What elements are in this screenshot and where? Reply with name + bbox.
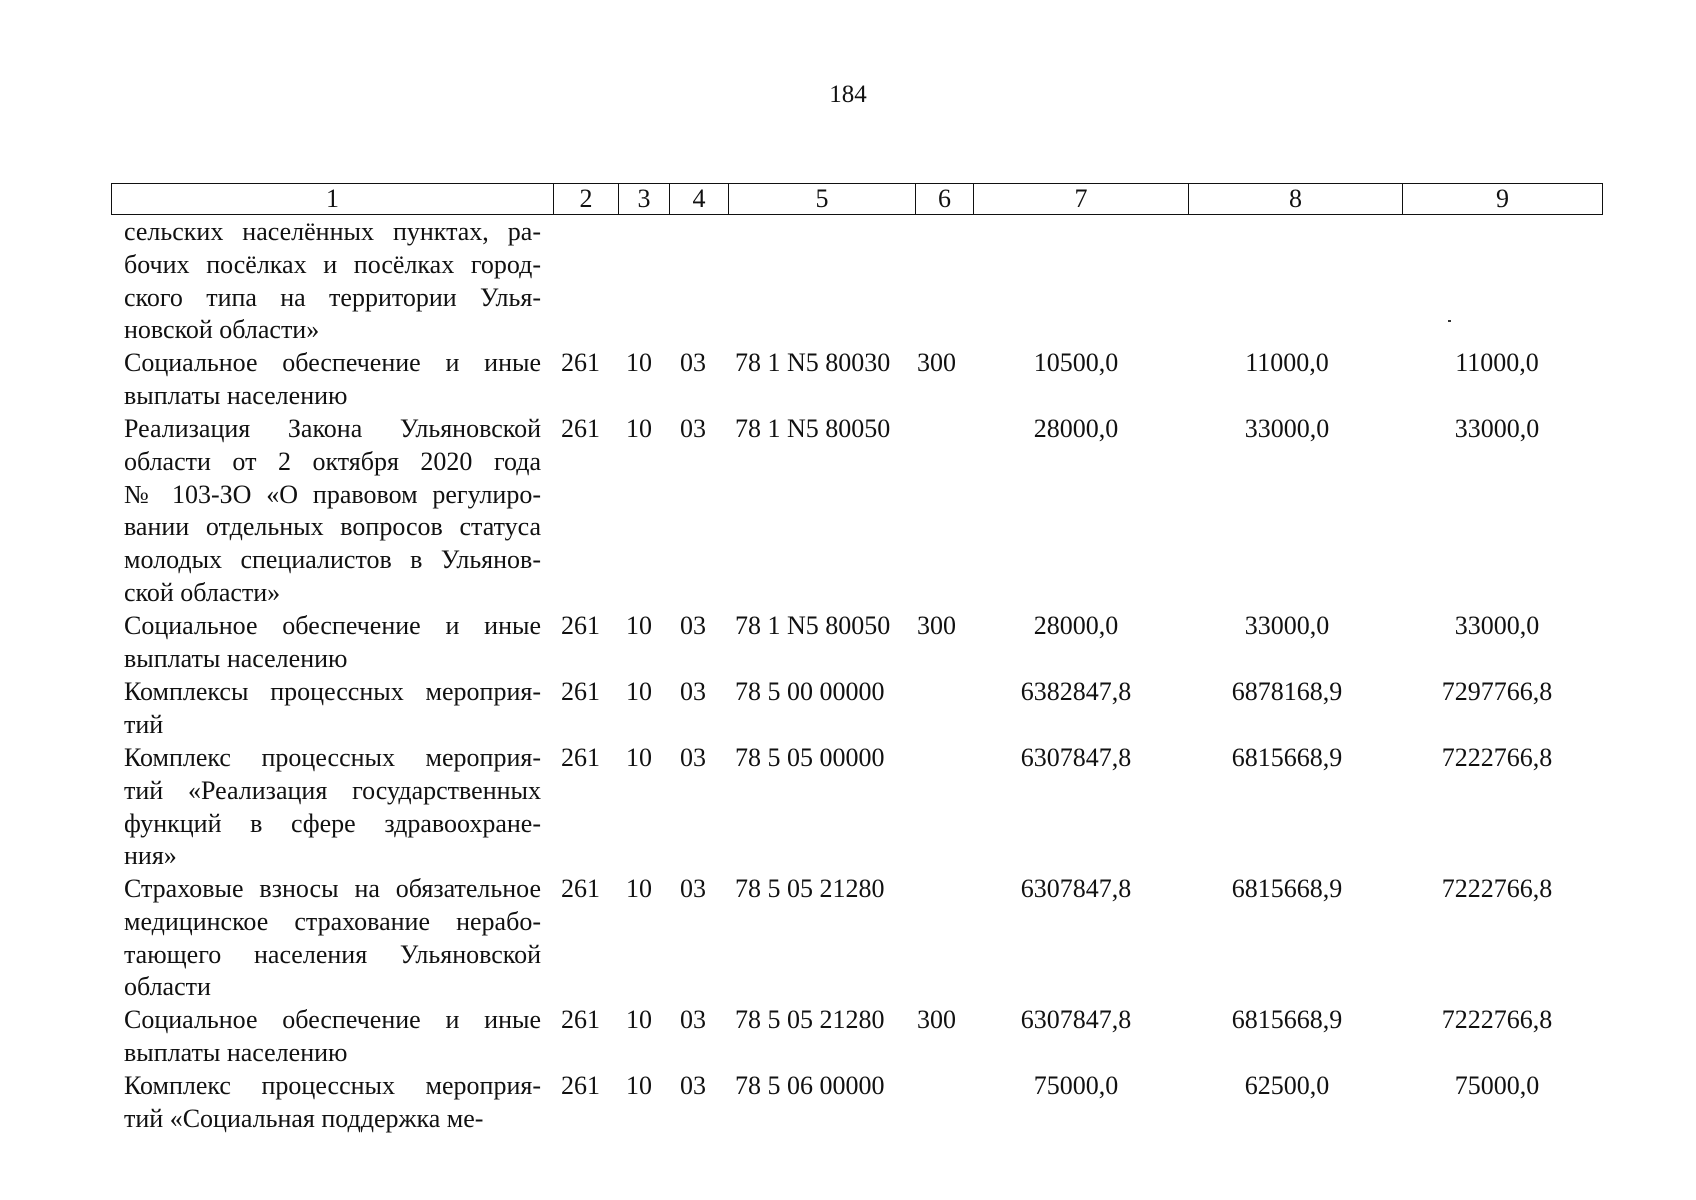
header-col-3: 3 [619, 184, 670, 215]
description-line: области от 2 октября 2020 года [124, 446, 541, 476]
description-line: выплаты населению [124, 380, 348, 410]
cell-c4: 03 [680, 743, 706, 772]
cell-c9: 11000,0 [1455, 348, 1539, 377]
description-line: тий «Социальная поддержка ме- [124, 1103, 484, 1133]
row-description [124, 676, 541, 742]
cell-c9: 7222766,8 [1441, 743, 1553, 772]
description-line: ния» [124, 841, 177, 871]
cell-c5: 78 1 N5 80050 [735, 611, 891, 640]
cell-c3: 10 [626, 611, 652, 640]
description-line: ской области» [124, 577, 281, 607]
description-line: Комплекс процессных мероприя- [124, 743, 541, 772]
cell-c2: 261 [561, 348, 600, 377]
header-col-5: 5 [729, 184, 916, 215]
cell-c6: 300 [917, 1005, 956, 1034]
cell-c2: 261 [561, 743, 600, 772]
cell-c8: 6815668,9 [1231, 874, 1343, 903]
cell-c2: 261 [561, 611, 600, 640]
cell-c4: 03 [680, 1005, 706, 1034]
cell-c3: 10 [626, 743, 652, 772]
cell-c4: 03 [680, 414, 706, 443]
cell-c8: 11000,0 [1245, 348, 1329, 377]
cell-c3: 10 [626, 348, 652, 377]
cell-c5: 78 5 05 21280 [735, 1005, 885, 1034]
row-description [124, 347, 541, 413]
cell-c8: 62500,0 [1244, 1071, 1330, 1100]
cell-c2: 261 [561, 414, 600, 443]
cell-c4: 03 [680, 874, 706, 903]
description-line: Страховые взносы на обязательное [124, 874, 541, 903]
cell-c2: 261 [561, 1005, 600, 1034]
cell-c4: 03 [680, 348, 706, 377]
cell-c5: 78 1 N5 80050 [735, 414, 891, 443]
description-line: медицинское страхование нерабо- [124, 906, 541, 936]
cell-c7: 6307847,8 [1020, 743, 1132, 772]
description-line: функций в сфере здравоохране- [124, 808, 541, 838]
cell-c2: 261 [561, 874, 600, 903]
row-description [124, 413, 541, 610]
header-col-4: 4 [670, 184, 729, 215]
row-description [124, 1004, 541, 1070]
cell-c4: 03 [680, 611, 706, 640]
cell-c7: 28000,0 [1033, 414, 1119, 443]
scan-speck [1448, 320, 1451, 322]
cell-c5: 78 5 00 00000 [735, 677, 885, 706]
cell-c4: 03 [680, 1071, 706, 1100]
cell-c3: 10 [626, 1005, 652, 1034]
description-line: бочих посёлках и посёлках город- [124, 249, 541, 279]
cell-c3: 10 [626, 1071, 652, 1100]
cell-c7: 75000,0 [1033, 1071, 1119, 1100]
cell-c8: 6878168,9 [1231, 677, 1343, 706]
cell-c7: 28000,0 [1033, 611, 1119, 640]
row-description [124, 742, 541, 873]
header-col-8: 8 [1189, 184, 1403, 215]
row-description [124, 1070, 541, 1136]
cell-c5: 78 5 06 00000 [735, 1071, 885, 1100]
cell-c2: 261 [561, 1071, 600, 1100]
cell-c8: 6815668,9 [1231, 743, 1343, 772]
description-line: выплаты населению [124, 643, 348, 673]
page-number: 184 [829, 81, 867, 108]
cell-c7: 6382847,8 [1020, 677, 1132, 706]
description-line: Социальное обеспечение и иные [124, 348, 541, 377]
description-line: № 103-ЗО «О правовом регулиро- [124, 479, 541, 509]
description-line: вании отдельных вопросов статуса [124, 512, 541, 542]
cell-c3: 10 [626, 874, 652, 903]
header-col-9: 9 [1403, 184, 1603, 215]
cell-c8: 6815668,9 [1231, 1005, 1343, 1034]
cell-c9: 33000,0 [1454, 414, 1540, 443]
description-line: тий «Реализация государственных [124, 775, 541, 805]
row-description [124, 216, 541, 347]
cell-c7: 6307847,8 [1020, 874, 1132, 903]
cell-c3: 10 [626, 414, 652, 443]
cell-c9: 7222766,8 [1441, 874, 1553, 903]
description-line: тий [124, 709, 164, 739]
cell-c6: 300 [917, 611, 956, 640]
cell-c8: 33000,0 [1244, 611, 1330, 640]
cell-c7: 10500,0 [1033, 348, 1119, 377]
cell-c5: 78 5 05 21280 [735, 874, 885, 903]
description-line: ского типа на территории Улья- [124, 282, 541, 312]
cell-c4: 03 [680, 677, 706, 706]
cell-c9: 33000,0 [1454, 611, 1540, 640]
cell-c5: 78 1 N5 80030 [735, 348, 891, 377]
header-col-2: 2 [554, 184, 619, 215]
table-header [111, 183, 1603, 215]
cell-c8: 33000,0 [1244, 414, 1330, 443]
cell-c9: 7297766,8 [1441, 677, 1553, 706]
header-col-1: 1 [112, 184, 554, 215]
header-col-7: 7 [974, 184, 1189, 215]
row-description [124, 610, 541, 676]
cell-c2: 261 [561, 677, 600, 706]
description-line: новской области» [124, 315, 320, 345]
description-line: Комплексы процессных мероприя- [124, 677, 541, 706]
cell-c5: 78 5 05 00000 [735, 743, 885, 772]
cell-c9: 7222766,8 [1441, 1005, 1553, 1034]
cell-c7: 6307847,8 [1020, 1005, 1132, 1034]
cell-c9: 75000,0 [1454, 1071, 1540, 1100]
cell-c3: 10 [626, 677, 652, 706]
description-line: тающего населения Ульяновской [124, 939, 541, 969]
description-line: Реализация Закона Ульяновской [124, 414, 541, 443]
description-line: выплаты населению [124, 1037, 348, 1067]
description-line: сельских населённых пунктах, ра- [124, 217, 541, 246]
description-line: молодых специалистов в Ульянов- [124, 545, 541, 575]
description-line: Социальное обеспечение и иные [124, 611, 541, 640]
description-line: Комплекс процессных мероприя- [124, 1071, 541, 1100]
header-col-6: 6 [916, 184, 974, 215]
row-description [124, 873, 541, 1004]
description-line: Социальное обеспечение и иные [124, 1005, 541, 1034]
cell-c6: 300 [917, 348, 956, 377]
description-line: области [124, 972, 211, 1002]
